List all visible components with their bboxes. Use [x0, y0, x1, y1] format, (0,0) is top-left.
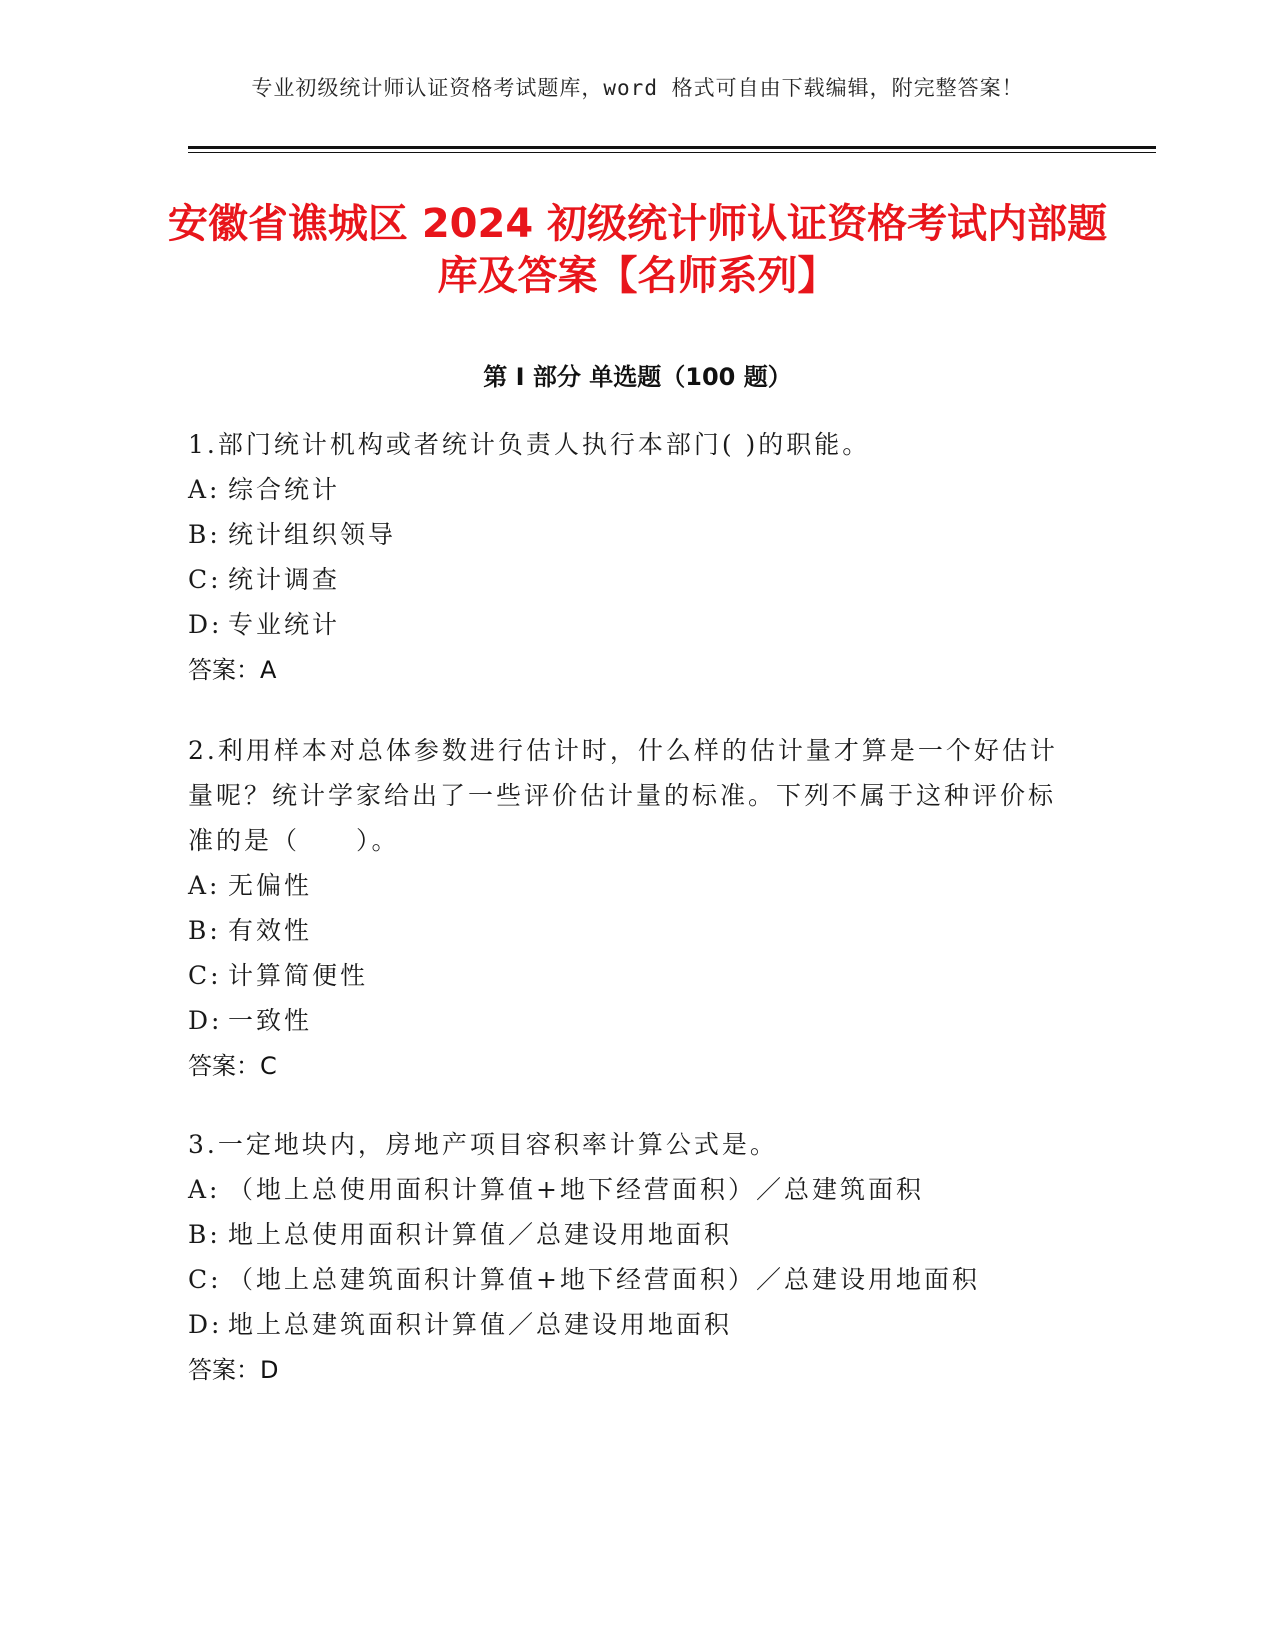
page-header: 专业初级统计师认证资格考试题库，word 格式可自由下载编辑，附完整答案！	[251, 76, 1024, 100]
question-stem: 2.利用样本对总体参数进行估计时，什么样的估计量才算是一个好估计量呢？统计学家给出了一些评价估计量的标准。下列不属于这种评价标准的是（ ）。	[188, 736, 1058, 855]
option-key: C:	[188, 1265, 222, 1294]
option-text: 统计组织领导	[228, 520, 397, 549]
option-text: 无偏性	[228, 871, 313, 900]
option-b	[188, 1212, 1068, 1257]
option-text: 计算简便性	[228, 961, 369, 990]
document-title: 安徽省谯城区 2024 初级统计师认证资格考试内部题库及答案【名师系列】	[167, 201, 1108, 299]
option-key: C:	[188, 565, 222, 594]
option-text: 有效性	[228, 916, 313, 945]
question-stem: 1.部门统计机构或者统计负责人执行本部门( )的职能。	[188, 430, 871, 459]
option-b	[188, 908, 1068, 953]
question-3	[188, 1122, 1068, 1393]
option-c	[188, 953, 1068, 998]
option-d	[188, 998, 1068, 1043]
option-d	[188, 1302, 1068, 1347]
answer-label: 答案：C	[188, 1052, 277, 1080]
option-text: 专业统计	[228, 610, 341, 639]
option-c	[188, 1257, 1068, 1302]
option-key: D:	[188, 610, 223, 639]
option-key: A:	[188, 871, 221, 900]
option-key: A:	[188, 475, 221, 504]
option-b	[188, 512, 1068, 557]
option-d	[188, 602, 1068, 647]
option-key: A:	[188, 1175, 221, 1204]
question-1	[188, 422, 1068, 693]
answer-label: 答案：D	[188, 1356, 279, 1384]
option-key: D:	[188, 1006, 223, 1035]
option-key: B:	[188, 1220, 221, 1249]
option-a	[188, 863, 1068, 908]
option-text: 综合统计	[228, 475, 341, 504]
option-a	[188, 467, 1068, 512]
question-stem: 3.一定地块内，房地产项目容积率计算公式是。	[188, 1130, 778, 1159]
option-key: D:	[188, 1310, 223, 1339]
option-c	[188, 557, 1068, 602]
header-rule-thick	[188, 146, 1156, 149]
option-text: 地上总使用面积计算值／总建设用地面积	[228, 1220, 733, 1249]
option-key: C:	[188, 961, 222, 990]
option-text: （地上总使用面积计算值+地下经营面积）／总建筑面积	[228, 1175, 924, 1204]
option-text: 地上总建筑面积计算值／总建设用地面积	[228, 1310, 733, 1339]
question-2	[188, 728, 1068, 1089]
option-a	[188, 1167, 1068, 1212]
option-text: 一致性	[228, 1006, 313, 1035]
option-key: B:	[188, 520, 221, 549]
answer-label: 答案：A	[188, 656, 277, 684]
section-title: 第 I 部分 单选题（100 题）	[483, 363, 792, 391]
option-key: B:	[188, 916, 221, 945]
option-text: （地上总建筑面积计算值+地下经营面积）／总建设用地面积	[228, 1265, 980, 1294]
option-text: 统计调查	[228, 565, 341, 594]
header-rule-thin	[188, 152, 1156, 153]
